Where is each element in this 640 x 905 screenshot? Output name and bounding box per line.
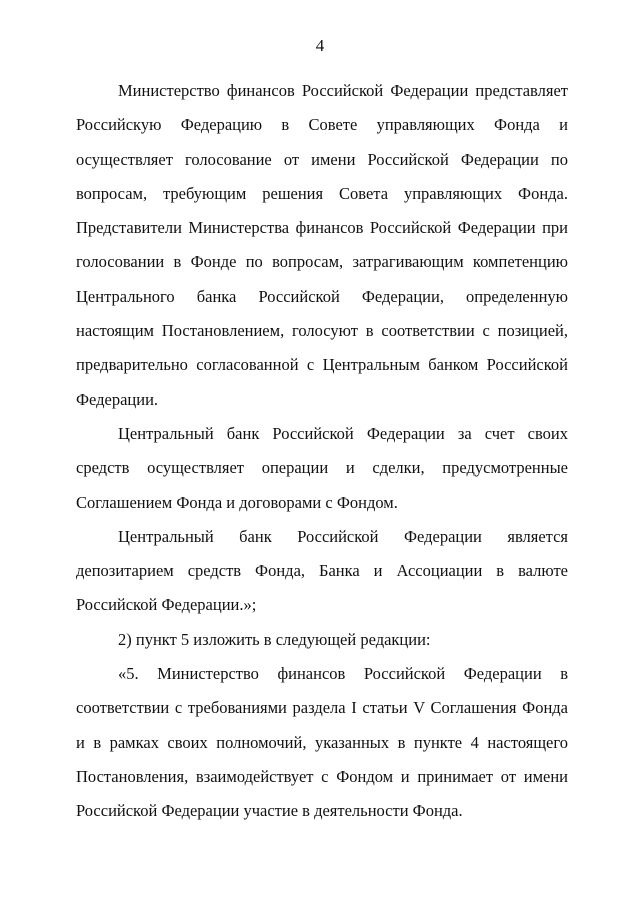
page-number: 4	[315, 36, 325, 55]
paragraph-central-bank-operations: Центральный банк Российской Федерации за счет своих средств осуществляет операции и сделки, предусмотренные Соглашением Фонда и договорами с Фондом.	[76, 423, 568, 512]
paragraph-ministry-represents: Министерство финансов Российской Федерации представляет Российскую Федерацию в Совете управляющих Фонда и осуществляет голосование от имени Российской Федерации по вопросам, требующим решения Совета управляющих Фонда. Представители Министерства финансов Российской Федерации при голосовании в Фонде по вопросам, затрагивающим компетенцию Центрального банка Российской Федерации, определенную настоящим Постановлением, голосуют в соответствии с позицией, предварительно согласованной с Центральным банком Российской Федерации.	[76, 81, 568, 409]
document-body	[76, 74, 568, 829]
paragraph-new-point-5: «5. Министерство финансов Российской Федерации в соответствии с требованиями раздела I статьи V Соглашения Фонда и в рамках своих полномочий, указанных в пункте 4 настоящего Постановления, взаимодействует с Фондом и принимает от имени Российской Федерации участие в деятельности Фонда.	[76, 664, 568, 821]
paragraph-amendment-item-2: 2) пункт 5 изложить в следующей редакции:	[118, 629, 431, 649]
paragraph-central-bank-depositary: Центральный банк Российской Федерации является депозитарием средств Фонда, Банка и Ассоциации в валюте Российской Федерации.»;	[76, 526, 568, 615]
